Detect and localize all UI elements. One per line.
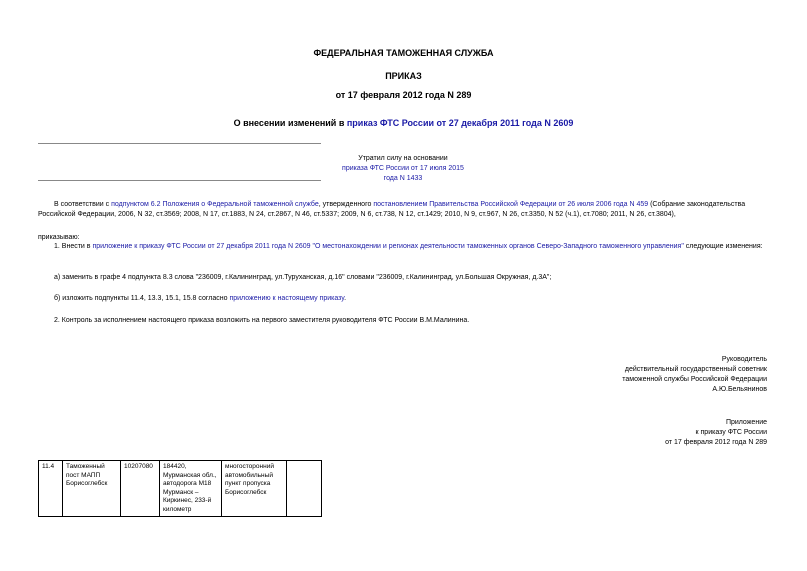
preamble-text-1: В соответствии с — [54, 201, 112, 208]
document-date-number: от 17 февраля 2012 года N 289 — [335, 90, 472, 100]
title-link[interactable]: приказ ФТС России от 27 декабря 2011 года N 2609 — [346, 118, 574, 128]
signature-rank-1: действительный государственный советник — [624, 366, 767, 373]
item-1-text-1: 1. Внести в — [54, 243, 93, 250]
status-note — [338, 154, 468, 184]
status-line: Утратил силу на основании — [358, 155, 448, 162]
document-type: ПРИКАЗ — [385, 71, 422, 81]
item-1b-link[interactable]: приложению к настоящему приказу — [229, 295, 345, 302]
item-1b-paragraph — [54, 294, 770, 304]
cell-address: 184420, Мурманская обл., автодорога М18 Мурманск – Киркинес, 233-й километр — [160, 461, 222, 517]
appendix-table — [38, 460, 322, 517]
document-title — [0, 118, 807, 128]
item-1a-paragraph: а) заменить в графе 4 подпункта 8.3 слова "236009, г.Калининград, ул.Туруханская, д.16" словами "236009, г.Калининград, ул.Большая Окружная, д.3А"; — [54, 274, 552, 281]
signature-block — [622, 355, 767, 395]
signature-position: Руководитель — [721, 356, 767, 363]
table-row — [39, 461, 322, 517]
item-1b-text-1: б) изложить подпункты 11.4, 13.3, 15.1, 15.8 согласно — [54, 295, 230, 302]
item-1-text-2: следующие изменения: — [683, 243, 763, 250]
cell-code: 10207080 — [121, 461, 160, 517]
order-word: приказываю: — [38, 234, 80, 241]
item-1-link[interactable]: приложение к приказу ФТС России от 27 декабря 2011 года N 2609 "О местонахождении и регионах деятельности таможенных органов Северо-Западного таможенного управления" — [92, 243, 684, 250]
divider-bottom — [38, 180, 321, 181]
appendix-header — [665, 418, 767, 448]
cell-post-name: Таможенный пост МАПП Борисоглебск — [63, 461, 121, 517]
item-2-paragraph: 2. Контроль за исполнением настоящего приказа возложить на первого заместителя руководителя ФТС России В.М.Малинина. — [54, 317, 470, 324]
signature-rank-2: таможенной службы Российской Федерации — [622, 376, 767, 383]
preamble-text-3: (Собрание законодательства Российской Федерации, 2006, N 32, ст.3569; 2008, N 17, ст.1883, N 24, ст.2867, N 46, ст.5337; 2009, N 6, ст.738, N 12, ст.1429; 2010, N 9, ст.967, N 26, ст.3350, N 52 (ч.1), ст.7080; 2011, N 26, ст.3804), — [38, 201, 746, 218]
status-link[interactable]: приказа ФТС России от 17 июля 2015 года N 1433 — [342, 165, 464, 182]
cell-crossing-type: многосторонний автомобильный пункт пропуска Борисоглебск — [222, 461, 287, 517]
agency-name: ФЕДЕРАЛЬНАЯ ТАМОЖЕННАЯ СЛУЖБА — [313, 48, 494, 58]
preamble-paragraph — [38, 200, 770, 220]
appendix-title: Приложение — [725, 419, 767, 426]
preamble-text-2: , утвержденного — [318, 201, 374, 208]
signature-name: А.Ю.Бельянинов — [712, 386, 767, 393]
preamble-link-2[interactable]: постановлением Правительства Российской Федерации от 26 июля 2006 года N 459 — [373, 201, 649, 208]
preamble-link-1[interactable]: подпунктом 6.2 Положения о Федеральной таможенной службе — [111, 201, 319, 208]
item-1-paragraph — [38, 242, 770, 252]
appendix-ref: к приказу ФТС России — [695, 429, 767, 436]
divider-top — [38, 143, 321, 144]
appendix-date: от 17 февраля 2012 года N 289 — [665, 439, 767, 446]
cell-extra — [287, 461, 322, 517]
title-prefix: О внесении изменений в — [233, 118, 347, 128]
item-1b-text-2: . — [344, 295, 347, 302]
cell-number: 11.4 — [39, 461, 63, 517]
